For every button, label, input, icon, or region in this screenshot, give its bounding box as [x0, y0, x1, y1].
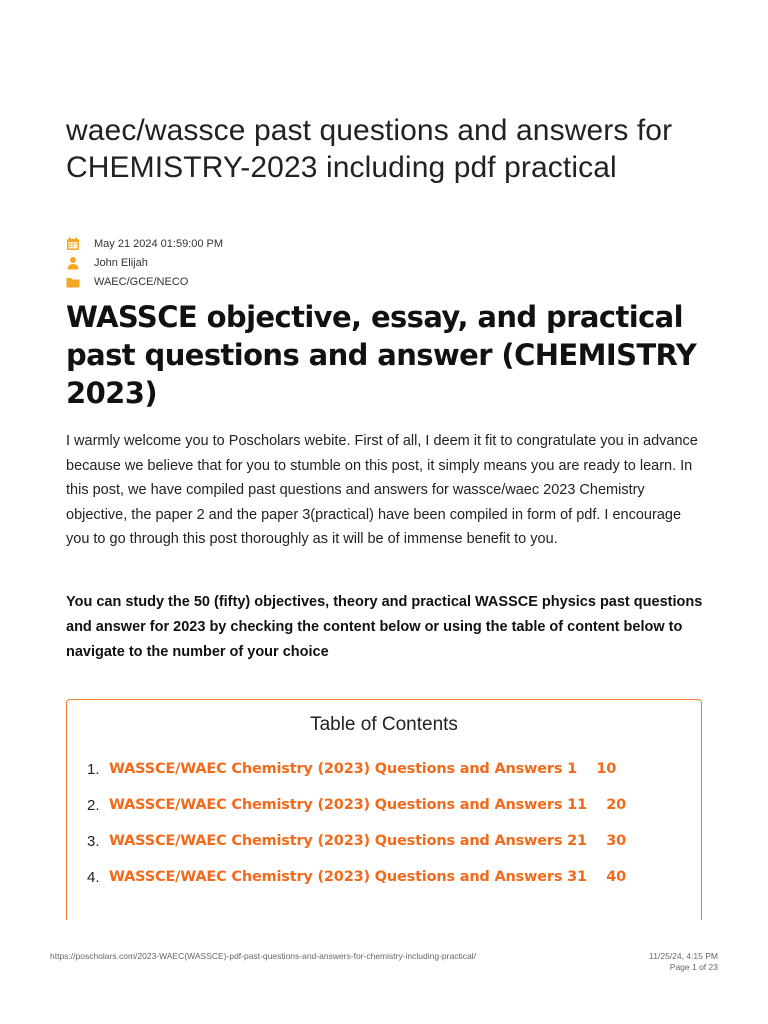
- footer-datetime: 11/25/24, 4:15 PM: [649, 951, 718, 961]
- toc-item: [87, 794, 626, 830]
- toc-link-31-40[interactable]: WASSCE/WAEC Chemistry (2023) Questions and Answers 31 40: [109, 869, 627, 885]
- meta-author[interactable]: [66, 253, 223, 272]
- post-meta: [66, 234, 223, 291]
- meta-category[interactable]: [66, 272, 223, 291]
- user-icon: [66, 256, 80, 270]
- toc-link-11-20[interactable]: WASSCE/WAEC Chemistry (2023) Questions and Answers 11 20: [109, 797, 627, 813]
- toc-link-1-10[interactable]: WASSCE/WAEC Chemistry (2023) Questions and Answers 1 10: [109, 761, 617, 777]
- footer-info: [649, 951, 718, 973]
- folder-icon: [66, 275, 80, 289]
- meta-date: [66, 234, 223, 253]
- toc-item-number: 3.: [87, 833, 100, 850]
- toc-link-21-30[interactable]: WASSCE/WAEC Chemistry (2023) Questions and Answers 21 30: [109, 833, 627, 849]
- toc-item: [87, 866, 626, 902]
- footer-page-number: Page 1 of 23: [669, 962, 718, 972]
- toc-item-number: 4.: [87, 869, 100, 886]
- study-paragraph: You can study the 50 (fifty) objectives, theory and practical WASSCE physics past questions and answer for 2023 by checking the content below or using the table of content below to navigate to the number of your choice: [66, 594, 703, 660]
- meta-category-text[interactable]: WAEC/GCE/NECO: [94, 275, 189, 288]
- toc-item-number: 1.: [87, 761, 100, 778]
- post-title: waec/wassce past questions and answers for CHEMISTRY-2023 including pdf practical: [66, 114, 673, 184]
- meta-author-text[interactable]: John Elijah: [94, 256, 148, 269]
- toc-title: Table of Contents: [310, 714, 458, 735]
- toc-list: [87, 758, 626, 902]
- toc-item-number: 2.: [87, 797, 100, 814]
- footer-url: https://poscholars.com/2023-WAEC(WASSCE)-pdf-past-questions-and-answers-for-chemistry-including-practical/: [50, 951, 476, 961]
- article-heading: WASSCE objective, essay, and practical past questions and answer (CHEMISTRY 2023): [66, 300, 697, 410]
- toc-item: [87, 758, 626, 794]
- intro-paragraph: I warmly welcome you to Poscholars webite. First of all, I deem it fit to congratulate you in advance because we believe that for you to stumble on this post, it simply means you are ready to learn. In this post, we have compiled past questions and answers for wassce/waec 2023 Chemistry objective, the paper 2 and the paper 3(practical) have been compiled in form of pdf. I encourage you to go through this post thoroughly as it will be of immense benefit to you.: [66, 433, 698, 548]
- toc-item: [87, 830, 626, 866]
- meta-date-text: May 21 2024 01:59:00 PM: [94, 237, 224, 250]
- table-of-contents: [66, 699, 702, 920]
- calendar-icon: [66, 237, 80, 251]
